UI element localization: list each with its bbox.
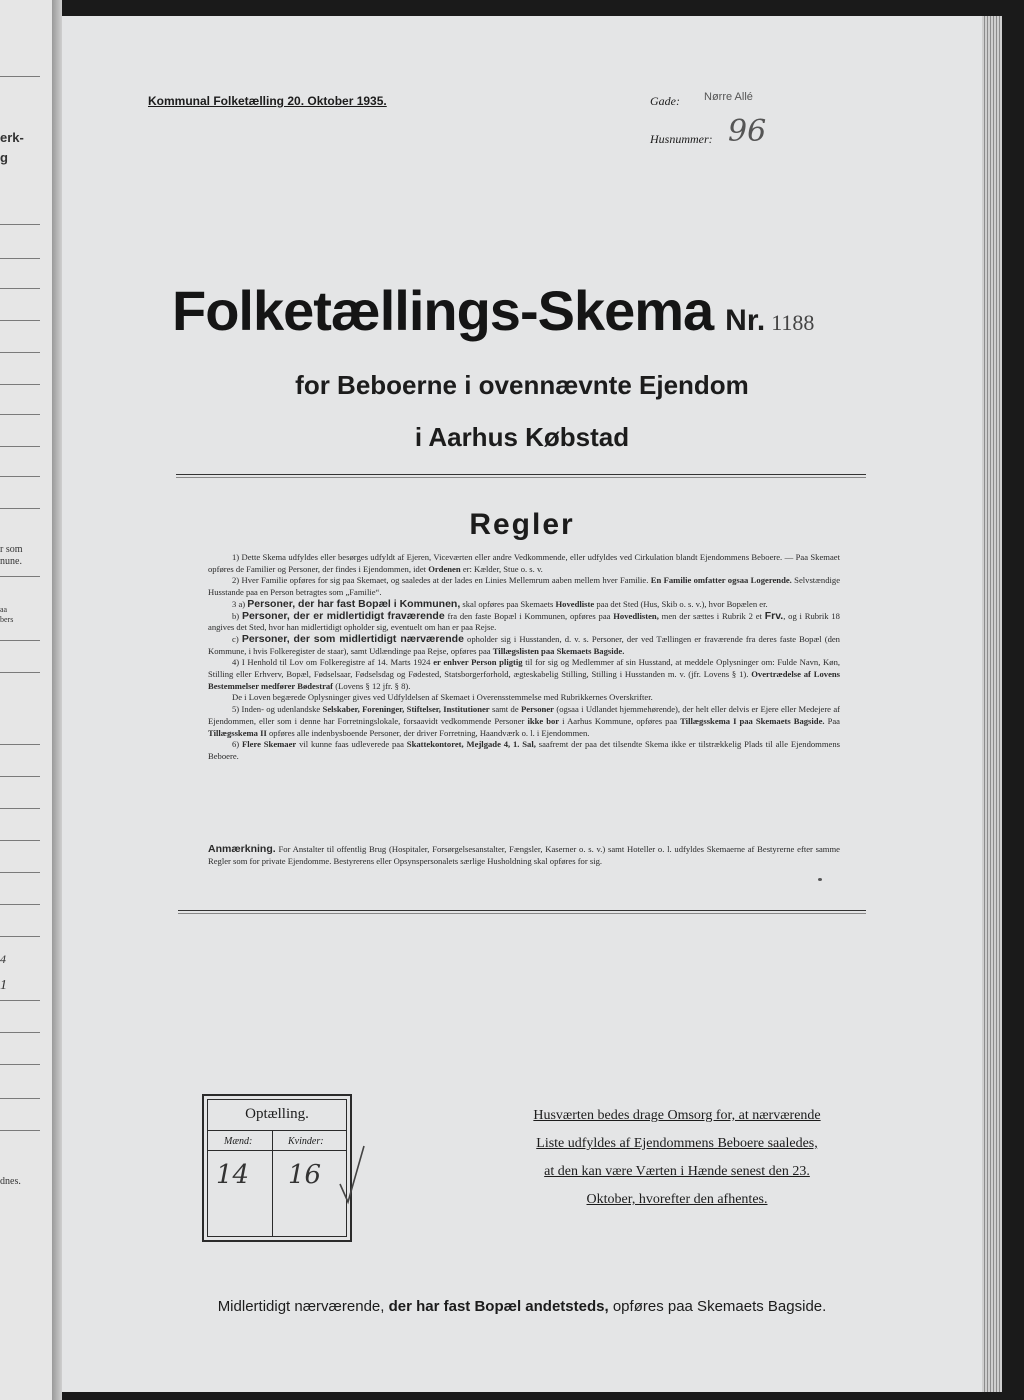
left-fragment-text: erk- xyxy=(0,130,24,145)
divider xyxy=(0,446,40,447)
divider xyxy=(0,1064,40,1065)
rule-4: 4) I Henhold til Lov om Folkeregistre af 14. Marts 1924 er enhver Person pligtig til for sig og Medlemmer af sin Husstand, at meddele Oplysninger om: Fulde Navn, Køn, Stilling eller Erhverv, Bopæl, Fødselsaar, Fødselsdag og Fødested, Statsborgerforhold, ægteskabelig Stilling, Stilling i Husstanden m. v. (jfr. Lovens § 1). Overtrædelse af Lovens Bestemmelser medfører Bødestraf (Lovens § 12 jfr. § 8). xyxy=(208,657,841,691)
page-stack-edge xyxy=(982,16,1002,1392)
divider xyxy=(0,258,40,259)
form-subtitle: for Beboerne i ovennævnte Ejendom xyxy=(295,370,749,400)
notice-line: Oktober, hvorefter den afhentes. xyxy=(586,1192,768,1207)
divider xyxy=(208,1150,346,1151)
anmaerkning-note xyxy=(208,844,840,867)
divider xyxy=(0,576,40,577)
book-gutter xyxy=(52,0,62,1400)
divider xyxy=(0,904,40,905)
divider xyxy=(0,936,40,937)
form-title: Folketællings-Skema xyxy=(172,279,714,342)
gade-label: Gade: xyxy=(650,94,680,108)
form-location: i Aarhus Købstad xyxy=(414,422,630,452)
left-fragment-text: nune. xyxy=(0,556,22,567)
rule-3a: 3 a) Personer, der har fast Bopæl i Kommunen, skal opføres paa Skemaets Hovedliste paa det Sted (Hus, Skib o. s. v.), hvor Bopælen er. xyxy=(232,597,768,610)
anmaerkning-label: Anmærkning. xyxy=(208,843,276,855)
divider xyxy=(0,1098,40,1099)
kvinder-count: 16 xyxy=(288,1160,322,1190)
divider xyxy=(0,1000,40,1001)
divider xyxy=(0,1130,40,1131)
divider xyxy=(176,477,866,478)
rules-text xyxy=(208,552,840,763)
census-header: Kommunal Folketælling 20. Oktober 1935. xyxy=(148,94,387,108)
divider xyxy=(0,744,40,745)
divider xyxy=(0,384,40,385)
count-title: Optælling. xyxy=(245,1106,309,1122)
divider xyxy=(176,474,866,475)
divider xyxy=(0,414,40,415)
divider xyxy=(0,352,40,353)
form-number-label: Nr. xyxy=(725,304,766,337)
rules-heading: Regler xyxy=(469,508,575,541)
rule-2: 2) Hver Familie opføres for sig paa Skemaet, og saaledes at der lades en Linies Mellemrum aaben mellem hver Familie. En Familie omfatter ogsaa Logerende. Selvstændige Husstande paa en Person betragtes som „Familie“. xyxy=(208,575,841,598)
left-fragment-text: aa xyxy=(0,605,8,614)
landlord-notice xyxy=(492,1102,862,1214)
left-fragment-text: dnes. xyxy=(0,1176,21,1187)
anmaerkning-text: For Anstalter til offentlig Brug (Hospitaler, Forsørgelsesanstalter, Fængsler, Kaserner o. s. v.) samt Hoteller o. l. udfyldes Skemaerne af Bestyrerne efter samme Regler som for private Ejendomme. Bestyrerens eller Opsynspersonalets særlige Husholdning skal opføres for sig. xyxy=(208,844,840,866)
divider xyxy=(0,288,40,289)
husnummer-value: 96 xyxy=(728,114,767,149)
rule-3b: b) Personer, der er midlertidigt fraværende fra den faste Bopæl i Kommunen, opføres paa Hovedlisten, men der sættes i Rubrik 2 et Frv., og i Rubrik 18 angives det Sted, hvor han midlertidigt opholder sig, eventuelt om han er paa Rejse. xyxy=(208,609,840,633)
divider xyxy=(0,320,40,321)
count-box xyxy=(202,1094,352,1242)
rule-1: 1) Dette Skema udfyldes eller besørges udfyldt af Ejeren, Viceværten eller andre Vedkommende, eller udfyldes ved Cirkulation blandt Ejendommens Beboere. — Paa Skemaet opføres de Familier og Personer, der findes i Ejendommen, idet Ordenen er: Kælder, Stue o. s. v. xyxy=(208,552,840,574)
left-fragment-text: bers xyxy=(0,615,14,624)
maend-label: Mænd: xyxy=(224,1136,253,1147)
husnummer-label: Husnummer: xyxy=(650,132,713,146)
left-handwritten-mark: 1 xyxy=(0,978,7,993)
rule-6: 6) Flere Skemaer vil kunne faas udleverede paa Skattekontoret, Mejlgade 4, 1. Sal, saafremt der paa det tilsendte Skema ikke er tilstrækkelig Plads til alle Ejendommens Beboere. xyxy=(208,739,841,761)
census-form-page xyxy=(62,16,982,1392)
form-number-value: 1188 xyxy=(771,310,815,335)
maend-count: 14 xyxy=(216,1160,250,1190)
rule-3c: c) Personer, der som midlertidigt nærværende opholder sig i Husstanden, d. v. s. Personer, der ved Tællingen er fraværende fra deres faste Bopæl (den Kommune, i hvis Folkeregister de staar), samt Udlændinge paa Rejse, opføres paa Tillægslisten paa Skemaets Bagside. xyxy=(208,632,840,656)
notice-line: at den kan være Værten i Hænde senest den 23. xyxy=(544,1164,810,1179)
left-fragment-text: g xyxy=(0,150,8,165)
rule-4b: De i Loven begærede Oplysninger gives ved Udfyldelsen af Skemaet i Overensstemmelse med Rubrikkernes Overskrifter. xyxy=(232,692,653,703)
kvinder-label: Kvinder: xyxy=(288,1136,324,1147)
divider xyxy=(0,872,40,873)
ink-dot xyxy=(818,878,822,881)
divider xyxy=(272,1130,273,1236)
left-page-fragment xyxy=(0,0,54,1400)
divider xyxy=(0,224,40,225)
divider xyxy=(0,640,40,641)
divider xyxy=(0,776,40,777)
notice-line: Husværten bedes drage Omsorg for, at nærværende xyxy=(533,1108,821,1123)
divider xyxy=(0,76,40,77)
footer-note: Midlertidigt nærværende, der har fast Bopæl andetsteds, opføres paa Skemaets Bagside. xyxy=(217,1298,827,1315)
notice-line: Liste udfyldes af Ejendommens Beboere saaledes, xyxy=(536,1136,818,1151)
divider xyxy=(0,840,40,841)
divider xyxy=(0,672,40,673)
divider xyxy=(0,808,40,809)
left-handwritten-mark: 4 xyxy=(0,952,6,966)
left-fragment-text: r som xyxy=(0,544,23,555)
divider xyxy=(0,508,40,509)
gade-value: Nørre Allé xyxy=(704,91,753,103)
checkmark-icon xyxy=(338,1144,366,1206)
divider xyxy=(208,1130,346,1131)
form-title-row xyxy=(172,278,814,343)
divider xyxy=(0,476,40,477)
divider xyxy=(0,1032,40,1033)
divider xyxy=(178,913,866,914)
divider xyxy=(178,910,866,911)
rule-5: 5) Inden- og udenlandske Selskaber, Foreninger, Stiftelser, Institutioner samt de Personer (ogsaa i Udlandet hjemmehørende), der helt eller delvis er Ejere eller Medejere af Ejendommen, eller som i denne har Forretningslokale, forsaavidt vedkommende Personer ikke bor i Aarhus Kommune, opføres paa Tillægsskema I paa Skemaets Bagside. Paa Tillægsskema II opføres alle indenbysboende Personer, der driver Forretning, Haandværk o. l. i Ejendommen. xyxy=(208,704,841,738)
